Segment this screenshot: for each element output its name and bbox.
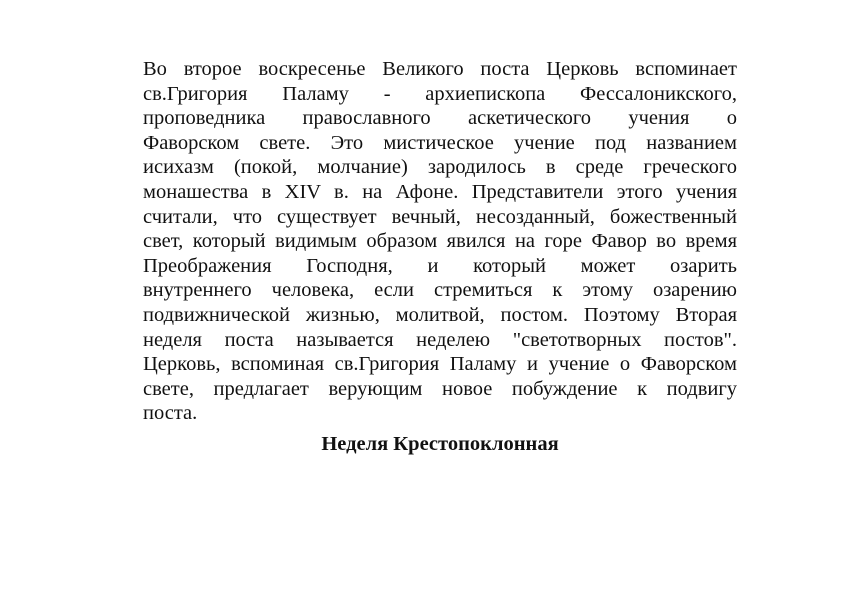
paragraph-line: Преображения Господня, и который может озарить xyxy=(143,254,737,277)
paragraph-line: Церковь, вспоминая св.Григория Паламу и учение о Фаворском xyxy=(143,353,737,376)
paragraph-line: подвижнической жизнью, молитвой, постом. Поэтому Вторая xyxy=(143,303,737,326)
paragraph-line: монашества в XIV в. на Афоне. Представители этого учения xyxy=(143,180,737,203)
body-text xyxy=(143,57,737,457)
paragraph-line: Во второе воскресенье Великого поста Церковь вспоминает xyxy=(143,58,737,80)
section-heading: Неделя Крестопоклонная xyxy=(321,432,559,455)
paragraph-line: проповедника православного аскетического учения о xyxy=(143,107,737,130)
paragraph-line: поста. xyxy=(143,402,198,425)
paragraph-line: внутреннего человека, если стремиться к этому озарению xyxy=(143,279,737,302)
paragraph-line: св.Григория Паламу - архиепископа Фессалоникского, xyxy=(143,82,737,105)
paragraph-line: исихазм (покой, молчание) зародилось в среде греческого xyxy=(143,156,737,179)
paragraph-line: неделя поста называется неделею "светотворных постов". xyxy=(143,328,737,351)
paragraph-line: считали, что существует вечный, несозданный, божественный xyxy=(143,205,737,228)
paragraph-line: Фаворском свете. Это мистическое учение под названием xyxy=(143,131,737,154)
paragraph-line: свете, предлагает верующим новое побуждение к подвигу xyxy=(143,377,737,400)
paragraph-line: свет, который видимым образом явился на горе Фавор во время xyxy=(143,230,737,253)
